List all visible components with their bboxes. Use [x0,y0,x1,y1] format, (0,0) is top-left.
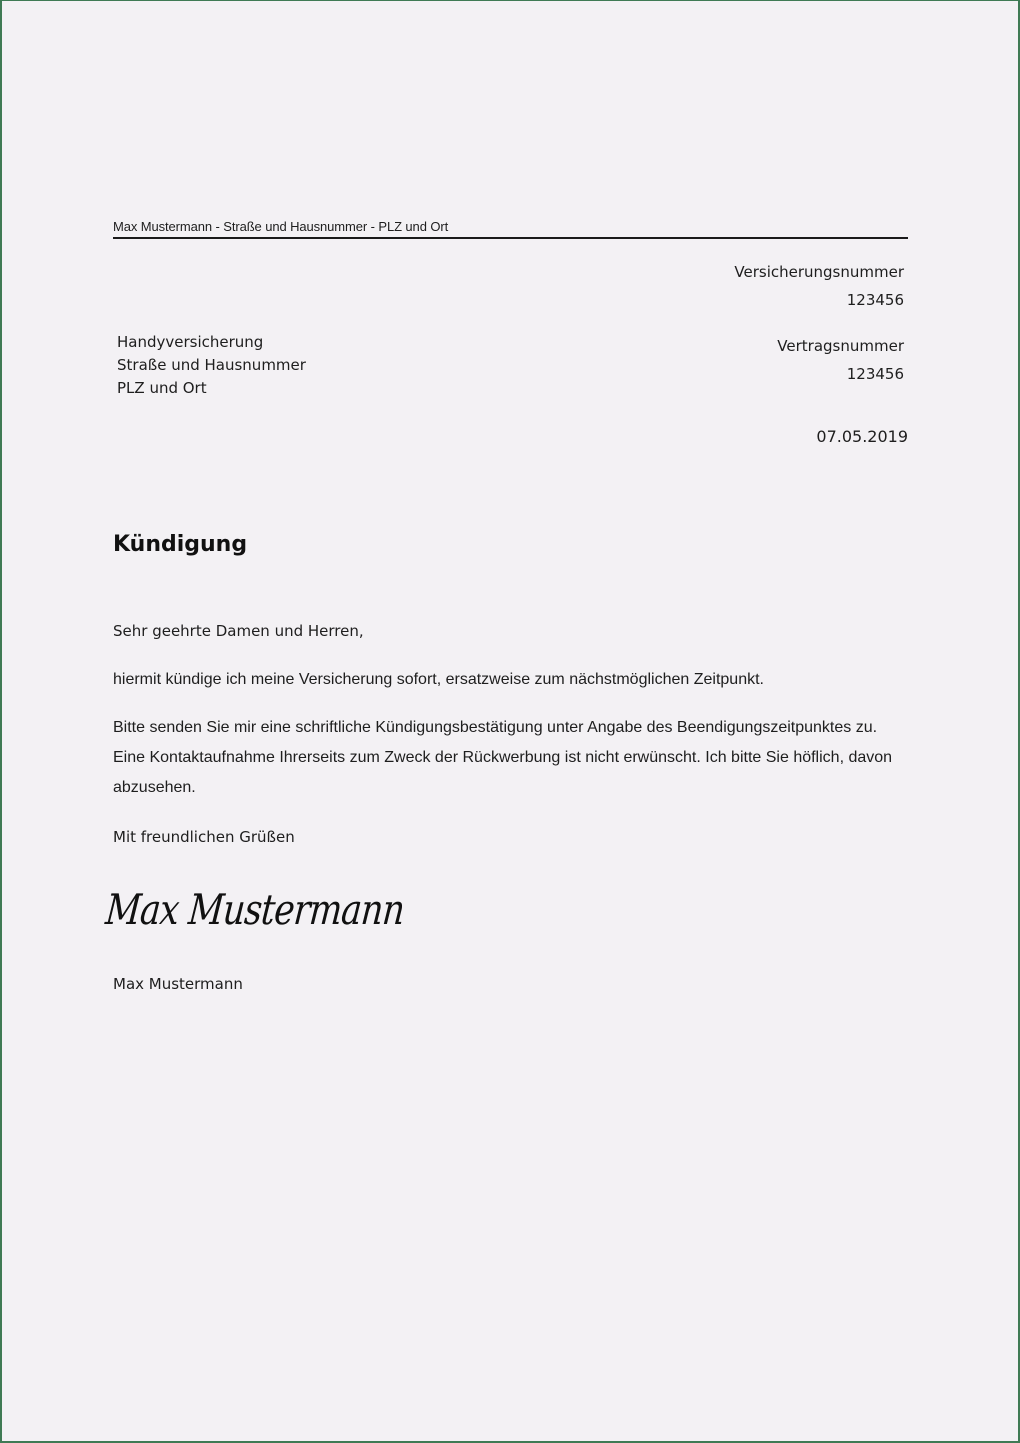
contract-number-label: Vertragsnummer [777,337,904,355]
closing-phrase: Mit freundlichen Grüßen [113,828,295,846]
insurance-number-value: 123456 [846,291,904,309]
insurance-number-label: Versicherungsnummer [734,263,904,281]
salutation: Sehr geehrte Damen und Herren, [113,622,364,640]
contract-number-block [777,332,904,388]
recipient-street: Straße und Hausnummer [117,356,306,374]
handwritten-signature: Max Mustermann [103,885,407,934]
recipient-name: Handyversicherung [117,333,264,351]
recipient-address [117,331,306,400]
sender-address-line: Max Mustermann - Straße und Hausnummer - PLZ und Ort [113,219,908,239]
insurance-number-block [734,258,904,314]
letter-date: 07.05.2019 [816,427,908,446]
recipient-city: PLZ und Ort [117,379,207,397]
body-paragraph: hiermit kündige ich meine Versicherung sofort, ersatzweise zum nächstmöglichen Zeitpunkt. [113,671,764,688]
contract-number-value: 123456 [846,365,904,383]
body-paragraph: Bitte senden Sie mir eine schriftliche Kündigungsbestätigung unter Angabe des Beendigungszeitpunktes zu. Eine Kontaktaufnahme Ihrerseits zum Zweck der Rückwerbung ist nicht erwünscht. Ich bitte Sie höflich, davon abzusehen. [113,719,893,796]
letter-subject: Kündigung [113,532,248,557]
signer-name: Max Mustermann [113,975,243,993]
